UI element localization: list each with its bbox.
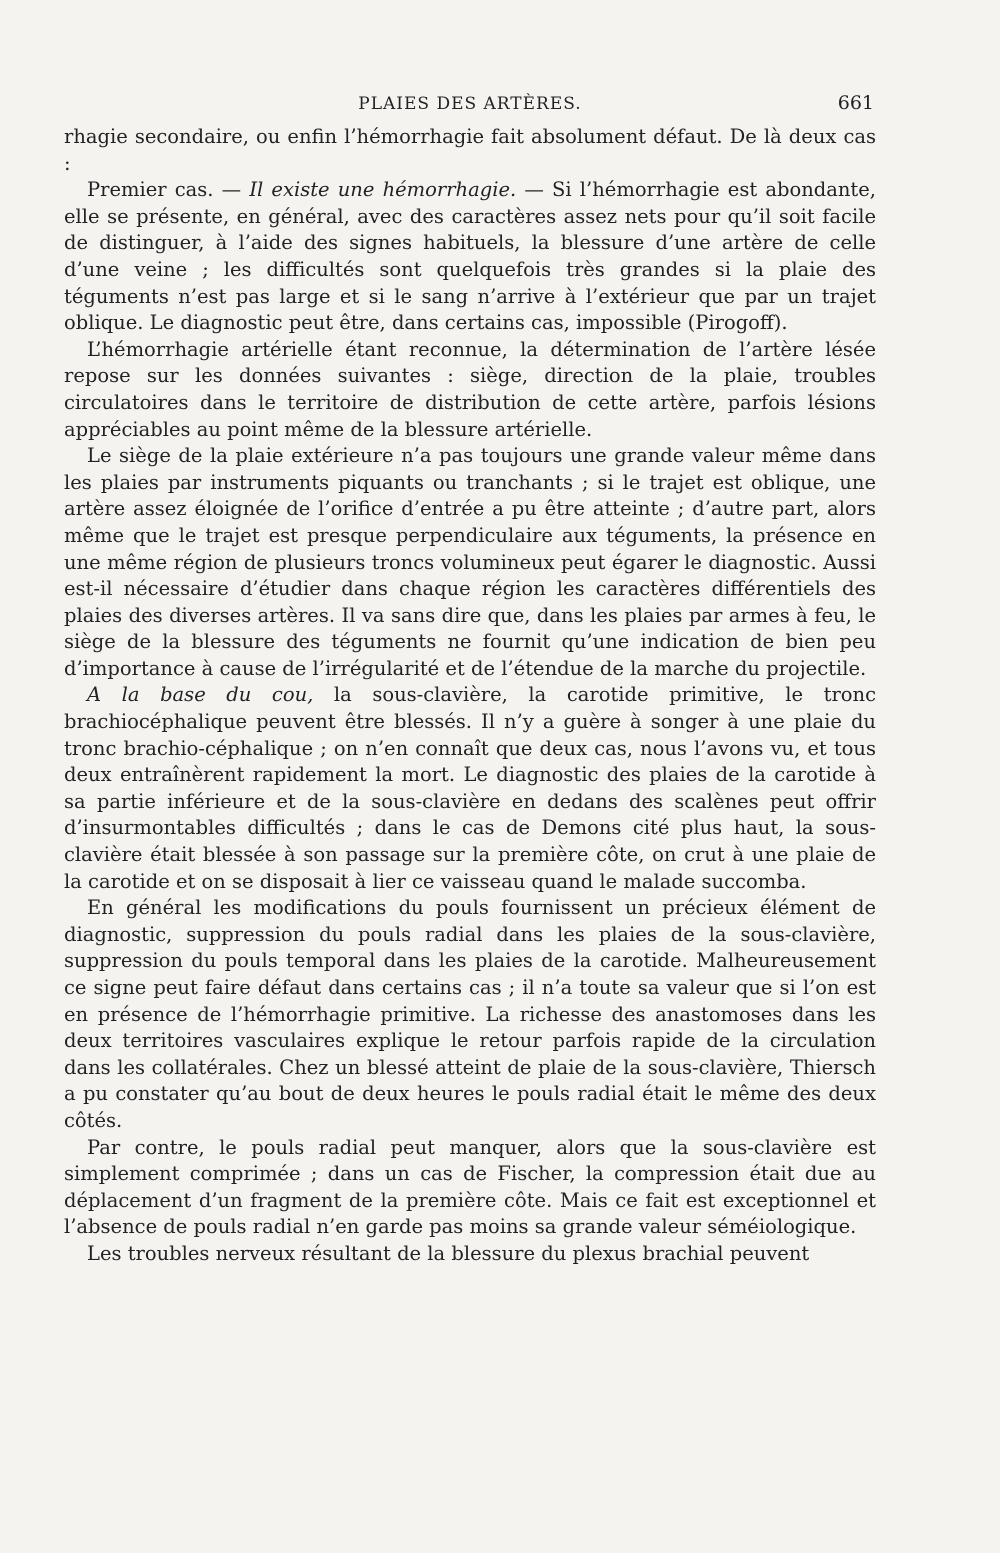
paragraph <box>64 443 876 682</box>
paragraph-text: Par contre, le pouls radial peut manquer, alors que la sous-clavière est simplement comprimée ; dans un cas de Fischer, la compression était due au déplacement d’un fragment de la première côte. Mais ce fait est exceptionnel et l’absence de pouls radial n’en garde pas moins sa grande valeur séméiologique. <box>64 1135 876 1239</box>
paragraph-text: — Si l’hémorrhagie est abondante, elle se présente, en général, avec des caractères assez nets pour qu’il soit facile de distinguer, à l’aide des signes habituels, la blessure d’une artère de celle d’une veine ; les difficultés sont quelquefois très grandes si la plaie des téguments n’est pas large et si le sang n’arrive à l’extérieur que par un trajet oblique. Le diagnostic peut être, dans certains cas, impossible (Pirogoff). <box>64 178 877 335</box>
paragraph-last <box>64 1241 876 1268</box>
paragraph-base-du-cou <box>64 682 876 895</box>
paragraph-emphasis: A la base du cou, <box>87 683 314 707</box>
paragraph-text: L’hémorrhagie artérielle étant reconnue, la détermination de l’artère lésée repose sur les données suivantes : siège, direction de la plaie, troubles circulatoires dans le territoire de distribution de cette artère, parfois lésions appréciables au point même de la blessure artérielle. <box>64 337 876 441</box>
paragraph-text: Le siège de la plaie extérieure n’a pas toujours une grande valeur même dans les plaies par instruments piquants ou tranchants ; si le trajet est oblique, une artère assez éloignée de l’orifice d’entrée a pu être atteinte ; d’autre part, alors même que le trajet est presque perpendiculaire aux téguments, la présence en une même région de plusieurs troncs volumineux peut égarer le diagnostic. Aussi est-il nécessaire d’étudier dans chaque région les caractères différentiels des plaies des diverses artères. Il va sans dire que, dans les plaies par armes à feu, le siège de la blessure des téguments ne fournit qu’une indication de bien peu d’importance à cause de l’irrégularité et de l’étendue de la marche du projectile. <box>64 444 876 680</box>
paragraph-text: rhagie secondaire, ou enfin l’hémorrhagie fait absolument défaut. De là deux cas : <box>64 125 876 175</box>
paragraph-continuation <box>64 124 876 177</box>
paragraph <box>64 337 876 443</box>
body-text <box>64 124 876 1268</box>
paragraph-text: En général les modifications du pouls fournissent un précieux élément de diagnostic, suppression du pouls radial dans les plaies de la sous-clavière, suppression du pouls temporal dans les plaies de la carotide. Malheureusement ce signe peut faire défaut dans certains cas ; il n’a toute sa valeur que si l’on est en présence de l’hémorrhagie primitive. La richesse des anastomoses dans les deux territoires vasculaires explique le retour parfois rapide de la circulation dans les collatérales. Chez un blessé atteint de plaie de la sous-clavière, Thiersch a pu constater qu’au bout de deux heures le pouls radial était le même des deux côtés. <box>64 896 876 1132</box>
paragraph <box>64 895 876 1134</box>
paragraph-emphasis: Il existe une hémorrhagie. <box>249 178 517 202</box>
running-header <box>64 90 876 124</box>
page-number: 661 <box>837 92 874 114</box>
paragraph-text: la sous-clavière, la carotide primitive, le tronc brachiocéphalique peuvent être blessés. Il n’y a guère à songer à une plaie du tronc brachio-céphalique ; on n’en connaît que deux cas, nous l’avons vu, et tous deux entraînèrent rapidement la mort. Le diagnostic des plaies de la carotide à sa partie inférieure et de la sous-clavière en dedans des scalènes peut offrir d’insurmontables difficultés ; dans le cas de Demons cité plus haut, la sous-clavière était blessée à son passage sur la première côte, on crut à une plaie de la carotide et on se disposait à lier ce vaisseau quand le malade succomba. <box>64 683 876 893</box>
paragraph-text: Les troubles nerveux résultant de la blessure du plexus brachial peuvent <box>87 1241 810 1265</box>
paragraph-premier-cas <box>64 177 876 337</box>
paragraph-lead: Premier cas. — <box>87 178 250 202</box>
running-title: PLAIES DES ARTÈRES. <box>358 94 582 114</box>
book-page <box>64 90 876 1268</box>
paragraph <box>64 1135 876 1241</box>
